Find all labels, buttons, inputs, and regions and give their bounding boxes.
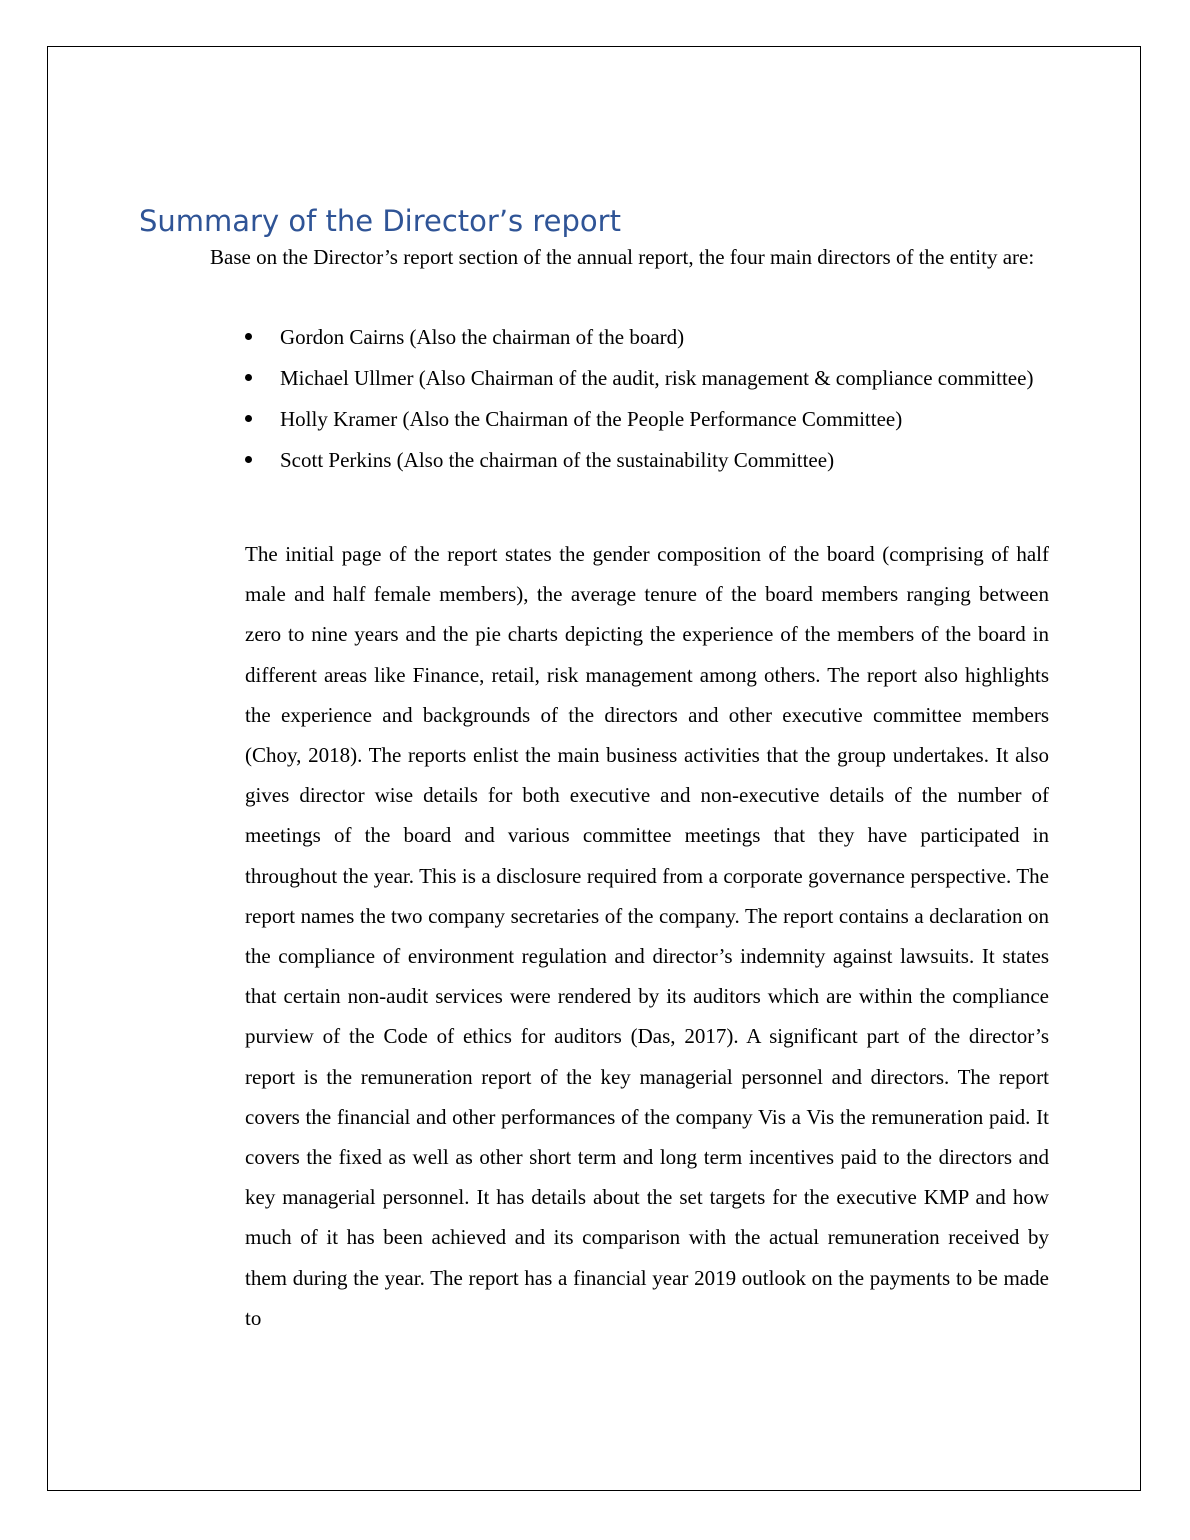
list-item bbox=[245, 358, 1049, 398]
list-item bbox=[245, 399, 1049, 439]
bullet-icon bbox=[245, 456, 252, 463]
intro-paragraph: Base on the Director’s report section of the annual report, the four main directors of the entity are: bbox=[210, 245, 1035, 269]
bullet-icon bbox=[245, 415, 252, 422]
bullet-icon bbox=[245, 333, 252, 340]
director-entry: Holly Kramer (Also the Chairman of the People Performance Committee) bbox=[280, 407, 903, 431]
bullet-icon bbox=[245, 374, 252, 381]
directors-list bbox=[245, 317, 1049, 481]
section-heading: Summary of the Director’s report bbox=[139, 204, 621, 238]
director-entry: Michael Ullmer (Also Chairman of the audit, risk management & compliance committee) bbox=[280, 366, 1034, 390]
body-paragraph: The initial page of the report states the gender composition of the board (comprising of half male and half female members), the average tenure of the board members ranging between zero to nine years and the pie charts depicting the experience of the members of the board in different areas like Finance, retail, risk management among others. The report also highlights the experience and backgrounds of the directors and other executive committee members (Choy, 2018). The reports enlist the main business activities that the group undertakes. It also gives director wise details for both executive and non-executive details of the number of meetings of the board and various committee meetings that they have participated in throughout the year. This is a disclosure required from a corporate governance perspective. The report names the two company secretaries of the company. The report contains a declaration on the compliance of environment regulation and director’s indemnity against lawsuits. It states that certain non-audit services were rendered by its auditors which are within the compliance purview of the Code of ethics for auditors (Das, 2017). A significant part of the director’s report is the remuneration report of the key managerial personnel and directors. The report covers the financial and other performances of the company Vis a Vis the remuneration paid. It covers the fixed as well as other short term and long term incentives paid to the directors and key managerial personnel. It has details about the set targets for the executive KMP and how much of it has been achieved and its comparison with the actual remuneration received by them during the year. The report has a financial year 2019 outlook on the payments to be made to bbox=[245, 542, 1049, 1330]
director-entry: Scott Perkins (Also the chairman of the sustainability Committee) bbox=[280, 448, 835, 472]
director-entry: Gordon Cairns (Also the chairman of the board) bbox=[280, 325, 685, 349]
list-item bbox=[245, 440, 1049, 480]
list-item bbox=[245, 317, 1049, 357]
